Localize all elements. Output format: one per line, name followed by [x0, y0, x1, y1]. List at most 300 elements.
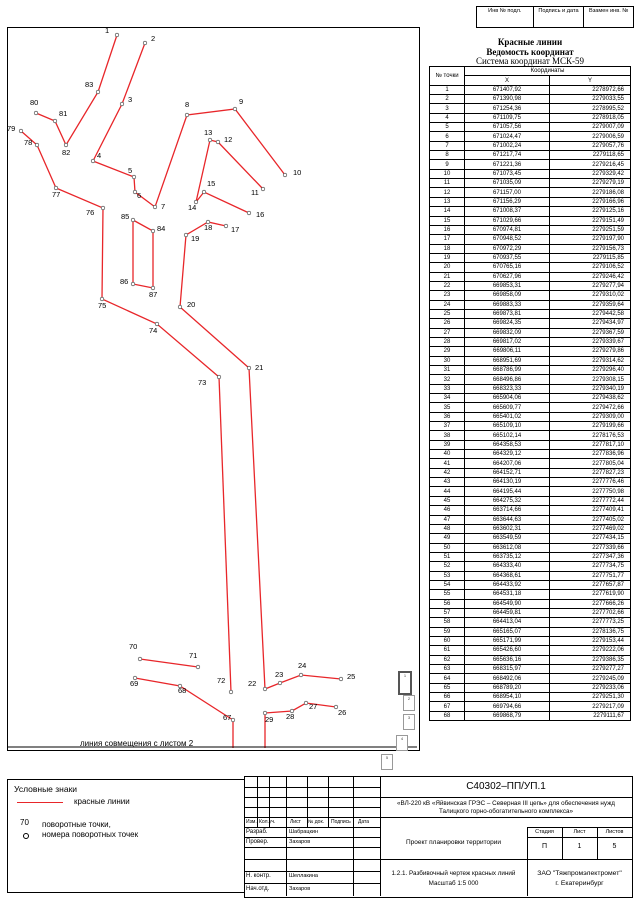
table-row — [430, 636, 631, 645]
y-coord-cell: 2277339,66 — [550, 543, 631, 552]
y-coord-cell: 2279166,96 — [550, 197, 631, 206]
y-coord-cell: 2279153,44 — [550, 636, 631, 645]
y-coord-cell: 2279245,09 — [550, 674, 631, 683]
point-number-cell: 40 — [430, 450, 465, 459]
y-coord-cell: 2277734,75 — [550, 562, 631, 571]
point-number-cell: 2 — [430, 95, 465, 104]
red-line-1 — [21, 131, 219, 377]
y-coord-cell: 2279006,59 — [550, 132, 631, 141]
company-name: ЗАО "Тяжпромэлектромет" — [537, 870, 622, 877]
point-label-2: 2 — [151, 34, 156, 43]
point-label-13: 13 — [204, 128, 213, 137]
x-coord-cell: 663549,59 — [465, 534, 550, 543]
table-row — [430, 683, 631, 692]
point-label-70: 70 — [129, 642, 138, 651]
table-row — [430, 366, 631, 375]
turning-point-80 — [34, 111, 38, 115]
x-coord-cell: 665401,02 — [465, 412, 550, 421]
table-row — [430, 95, 631, 104]
table-row — [430, 113, 631, 122]
turning-point-11 — [261, 187, 265, 191]
point-number-cell: 30 — [430, 356, 465, 365]
turning-point-15 — [202, 190, 206, 194]
red-line-9 — [249, 368, 341, 689]
point-label-75: 75 — [98, 301, 107, 310]
legend-title: Условные знаки — [14, 784, 78, 794]
point-number-cell: 60 — [430, 636, 465, 645]
point-label-16: 16 — [256, 210, 265, 219]
y-coord-cell: 2279279,86 — [550, 347, 631, 356]
x-coord-cell: 663644,63 — [465, 515, 550, 524]
x-coord-cell: 665904,06 — [465, 394, 550, 403]
x-coord-cell: 665426,60 — [465, 646, 550, 655]
point-label-20: 20 — [187, 300, 196, 309]
point-label-29: 29 — [265, 715, 274, 724]
turning-point-21 — [247, 366, 251, 370]
table-row — [430, 85, 631, 94]
x-coord-cell: 668954,10 — [465, 693, 550, 702]
table-row — [430, 216, 631, 225]
point-number-cell: 62 — [430, 655, 465, 664]
y-coord-cell: 2277666,26 — [550, 599, 631, 608]
name-head: Захаров — [289, 886, 311, 892]
point-label-87: 87 — [149, 290, 158, 299]
point-label-22: 22 — [248, 679, 257, 688]
y-coord-cell: 2278136,75 — [550, 627, 631, 636]
point-number-cell: 29 — [430, 347, 465, 356]
role-head: Нач.отд. — [246, 886, 270, 892]
y-coord-cell: 2277827,23 — [550, 468, 631, 477]
point-label-76: 76 — [86, 208, 95, 217]
y-coord-cell: 2279118,65 — [550, 151, 631, 160]
turning-point-4 — [91, 159, 95, 163]
col-date: Дата — [358, 819, 370, 825]
point-number-cell: 44 — [430, 487, 465, 496]
overview-sheet-1: 1 — [398, 671, 412, 695]
turning-point-78 — [35, 143, 39, 147]
x-coord-cell: 669806,11 — [465, 347, 550, 356]
y-coord-cell: 2277750,98 — [550, 487, 631, 496]
point-label-3: 3 — [128, 95, 133, 104]
table-row — [430, 506, 631, 515]
point-number-cell: 66 — [430, 693, 465, 702]
x-coord-cell: 668786,99 — [465, 366, 550, 375]
stage-label: Стадия — [535, 829, 554, 835]
turning-point-79 — [19, 129, 23, 133]
table-row — [430, 141, 631, 150]
x-coord-cell: 669853,31 — [465, 281, 550, 290]
point-number-cell: 54 — [430, 580, 465, 589]
point-number-cell: 48 — [430, 524, 465, 533]
table-row — [430, 487, 631, 496]
point-label-24: 24 — [298, 661, 307, 670]
y-coord-cell: 2279434,97 — [550, 319, 631, 328]
point-number-cell: 49 — [430, 534, 465, 543]
point-number-cell: 58 — [430, 618, 465, 627]
x-coord-cell: 671024,47 — [465, 132, 550, 141]
table-row — [430, 235, 631, 244]
table-row — [430, 225, 631, 234]
x-coord-cell: 665636,16 — [465, 655, 550, 664]
table-row — [430, 328, 631, 337]
legend-red-line-swatch — [17, 802, 63, 803]
y-coord-cell: 2279156,73 — [550, 244, 631, 253]
point-number-cell: 19 — [430, 253, 465, 262]
y-coord-cell: 2279359,64 — [550, 300, 631, 309]
turning-point-12 — [216, 140, 220, 144]
point-number-cell: 3 — [430, 104, 465, 113]
table-row — [430, 132, 631, 141]
turning-point-23 — [278, 681, 282, 685]
point-number-cell: 6 — [430, 132, 465, 141]
x-coord-cell: 671002,24 — [465, 141, 550, 150]
table-row — [430, 104, 631, 113]
y-coord-cell: 2277409,41 — [550, 506, 631, 515]
turning-point-85 — [131, 218, 135, 222]
y-coord-cell: 2279308,15 — [550, 375, 631, 384]
turning-point-19 — [184, 233, 188, 237]
y-coord-cell: 2279007,09 — [550, 123, 631, 132]
x-coord-cell: 668323,33 — [465, 384, 550, 393]
y-coord-cell: 2277836,96 — [550, 450, 631, 459]
point-label-10: 10 — [293, 168, 302, 177]
y-coord-cell: 2279442,58 — [550, 309, 631, 318]
table-row — [430, 263, 631, 272]
x-coord-cell: 668951,69 — [465, 356, 550, 365]
table-row — [430, 468, 631, 477]
y-coord-cell: 2279310,02 — [550, 291, 631, 300]
point-number-cell: 63 — [430, 665, 465, 674]
legend-points-line-2: номера поворотных точек — [42, 830, 139, 839]
y-coord-cell: 2279329,42 — [550, 169, 631, 178]
point-label-1: 1 — [105, 26, 110, 35]
legend-red-lines-label: красные линии — [74, 797, 130, 806]
drawing-name: 1.2.1. Разбивочный чертеж красных линий — [391, 870, 516, 877]
x-coord-cell: 664413,04 — [465, 618, 550, 627]
y-coord-cell: 2277657,87 — [550, 580, 631, 589]
turning-point-67 — [231, 718, 235, 722]
table-row — [430, 702, 631, 711]
y-coord-cell: 2279314,62 — [550, 356, 631, 365]
table-row — [430, 422, 631, 431]
point-label-72: 72 — [217, 676, 226, 685]
x-coord-cell: 671217,74 — [465, 151, 550, 160]
y-coord-cell: 2279197,90 — [550, 235, 631, 244]
table-row — [430, 319, 631, 328]
point-number-cell: 37 — [430, 422, 465, 431]
x-coord-cell: 671073,45 — [465, 169, 550, 178]
y-coord-cell: 2279309,00 — [550, 412, 631, 421]
point-number-cell: 65 — [430, 683, 465, 692]
x-coord-cell: 671109,75 — [465, 113, 550, 122]
turning-point-70 — [138, 657, 142, 661]
y-coord-cell: 2279277,27 — [550, 665, 631, 674]
point-number-cell: 8 — [430, 151, 465, 160]
role-dev: Разраб. — [246, 829, 268, 835]
point-label-23: 23 — [275, 670, 284, 679]
point-label-6: 6 — [137, 191, 142, 200]
seam-label: линия совмещения с листом 2 — [80, 739, 194, 748]
table-row — [430, 207, 631, 216]
table-row — [430, 347, 631, 356]
point-number-cell: 41 — [430, 459, 465, 468]
turning-point-71 — [196, 665, 200, 669]
legend-point-circle-icon — [23, 833, 29, 839]
y-coord-cell: 2277805,04 — [550, 459, 631, 468]
x-coord-cell: 669883,33 — [465, 300, 550, 309]
x-coord-cell: 669858,09 — [465, 291, 550, 300]
red-line-8 — [219, 377, 231, 692]
turning-point-83 — [96, 90, 100, 94]
point-number-cell: 13 — [430, 197, 465, 206]
coord-title-block — [430, 38, 630, 67]
turning-point-5 — [132, 175, 136, 179]
table-row — [430, 599, 631, 608]
point-number-cell: 56 — [430, 599, 465, 608]
x-coord-cell: 668492,06 — [465, 674, 550, 683]
title-block — [244, 776, 633, 898]
point-label-69: 69 — [130, 679, 139, 688]
point-label-68: 68 — [178, 686, 187, 695]
y-coord-cell: 2277772,44 — [550, 496, 631, 505]
point-number-cell: 51 — [430, 552, 465, 561]
y-coord-cell: 2279472,66 — [550, 403, 631, 412]
stamp-sign-date: Подпись и дата — [534, 7, 585, 27]
table-row — [430, 160, 631, 169]
col-sign: Подпись — [331, 819, 351, 825]
point-number-cell: 46 — [430, 506, 465, 515]
point-label-73: 73 — [198, 378, 207, 387]
col-coords: Координаты — [465, 67, 631, 76]
y-coord-cell: 2279296,40 — [550, 366, 631, 375]
point-number-cell: 43 — [430, 478, 465, 487]
table-row — [430, 496, 631, 505]
turning-point-9 — [233, 107, 237, 111]
table-row — [430, 571, 631, 580]
y-coord-cell: 2277773,25 — [550, 618, 631, 627]
table-row — [430, 337, 631, 346]
overview-sheet-4: 4 — [396, 735, 408, 751]
table-row — [430, 188, 631, 197]
y-coord-cell: 2278972,66 — [550, 85, 631, 94]
point-number-cell: 67 — [430, 702, 465, 711]
y-coord-cell: 2279111,67 — [550, 711, 631, 720]
y-coord-cell: 2279217,09 — [550, 702, 631, 711]
point-number-cell: 61 — [430, 646, 465, 655]
x-coord-cell: 670627,96 — [465, 272, 550, 281]
turning-point-24 — [299, 673, 303, 677]
x-coord-cell: 665609,77 — [465, 403, 550, 412]
turning-point-84 — [151, 229, 155, 233]
y-coord-cell: 2279279,19 — [550, 179, 631, 188]
table-row — [430, 450, 631, 459]
x-coord-cell: 664152,71 — [465, 468, 550, 477]
red-line-4 — [180, 222, 249, 368]
point-number-cell: 11 — [430, 179, 465, 188]
y-coord-cell: 2279033,55 — [550, 95, 631, 104]
point-number-cell: 21 — [430, 272, 465, 281]
x-coord-cell: 664368,61 — [465, 571, 550, 580]
point-number-cell: 39 — [430, 440, 465, 449]
table-row — [430, 655, 631, 664]
x-coord-cell: 665109,10 — [465, 422, 550, 431]
x-coord-cell: 668496,86 — [465, 375, 550, 384]
col-doc: № док. — [308, 819, 325, 825]
y-coord-cell: 2279251,59 — [550, 225, 631, 234]
project-name: «ВЛ-220 кВ «Яйвинская ГРЭС – Северная III цепь» для обеспечения нужд — [397, 800, 615, 807]
x-coord-cell: 669824,35 — [465, 319, 550, 328]
x-coord-cell: 671221,36 — [465, 160, 550, 169]
red-line-3 — [196, 140, 263, 213]
role-check: Провер. — [246, 839, 269, 845]
point-number-cell: 57 — [430, 608, 465, 617]
turning-point-81 — [53, 119, 57, 123]
x-coord-cell: 670937,55 — [465, 253, 550, 262]
point-number-cell: 5 — [430, 123, 465, 132]
x-coord-cell: 664358,53 — [465, 440, 550, 449]
point-label-15: 15 — [207, 179, 216, 188]
point-number-cell: 50 — [430, 543, 465, 552]
point-number-cell: 45 — [430, 496, 465, 505]
legend — [7, 779, 245, 893]
point-label-83: 83 — [85, 80, 94, 89]
point-label-84: 84 — [157, 224, 166, 233]
point-number-cell: 36 — [430, 412, 465, 421]
x-coord-cell: 664333,40 — [465, 562, 550, 571]
x-coord-cell: 671057,56 — [465, 123, 550, 132]
x-coord-cell: 664329,12 — [465, 450, 550, 459]
turning-point-10 — [283, 173, 287, 177]
y-coord-cell: 2279438,62 — [550, 394, 631, 403]
x-coord-cell: 664207,06 — [465, 459, 550, 468]
table-row — [430, 515, 631, 524]
table-row — [430, 309, 631, 318]
point-number-cell: 15 — [430, 216, 465, 225]
overview-sheet-5: 5 — [381, 754, 393, 770]
x-coord-cell: 663735,12 — [465, 552, 550, 561]
coordinates-table — [429, 66, 631, 721]
point-number-cell: 7 — [430, 141, 465, 150]
col-izm: Изм. — [246, 819, 257, 825]
y-coord-cell: 2277469,02 — [550, 524, 631, 533]
point-number-cell: 24 — [430, 300, 465, 309]
x-coord-cell: 670974,81 — [465, 225, 550, 234]
table-row — [430, 478, 631, 487]
point-label-18: 18 — [204, 223, 213, 232]
table-row — [430, 562, 631, 571]
table-row — [430, 552, 631, 561]
table-row — [430, 534, 631, 543]
table-row — [430, 627, 631, 636]
point-number-cell: 32 — [430, 375, 465, 384]
point-label-12: 12 — [224, 135, 233, 144]
point-number-cell: 47 — [430, 515, 465, 524]
scale: Масштаб 1:5 000 — [428, 880, 479, 887]
table-row — [430, 608, 631, 617]
point-label-77: 77 — [52, 190, 61, 199]
turning-points — [19, 33, 343, 722]
table-row — [430, 394, 631, 403]
x-coord-cell: 671156,29 — [465, 197, 550, 206]
point-number-cell: 10 — [430, 169, 465, 178]
point-number-cell: 1 — [430, 85, 465, 94]
point-number-cell: 4 — [430, 113, 465, 122]
x-coord-cell: 664275,32 — [465, 496, 550, 505]
table-row — [430, 384, 631, 393]
coord-subtitle: Ведомость координат — [486, 46, 574, 57]
project-name-2: Талицкого горно-обогатительного комплекса» — [438, 808, 574, 815]
point-number-cell: 16 — [430, 225, 465, 234]
turning-point-1 — [115, 33, 119, 37]
x-coord-cell: 664195,44 — [465, 487, 550, 496]
x-coord-cell: 668789,20 — [465, 683, 550, 692]
x-coord-cell: 665171,99 — [465, 636, 550, 645]
point-number-cell: 35 — [430, 403, 465, 412]
legend-points-label — [42, 820, 138, 840]
stage-value: П — [541, 843, 548, 850]
sheets-label: Листов — [605, 829, 624, 835]
x-coord-cell: 671407,92 — [465, 85, 550, 94]
point-number-cell: 27 — [430, 328, 465, 337]
role-nkontr: Н. контр. — [246, 873, 271, 879]
table-row — [430, 543, 631, 552]
y-coord-cell: 2277434,15 — [550, 534, 631, 543]
point-label-78: 78 — [24, 138, 33, 147]
y-coord-cell: 2279057,76 — [550, 141, 631, 150]
x-coord-cell: 670972,29 — [465, 244, 550, 253]
y-coord-cell: 2279246,42 — [550, 272, 631, 281]
table-row — [430, 179, 631, 188]
x-coord-cell: 668315,97 — [465, 665, 550, 674]
y-coord-cell: 2277817,10 — [550, 440, 631, 449]
x-coord-cell: 665102,14 — [465, 431, 550, 440]
x-coord-cell: 671008,37 — [465, 207, 550, 216]
y-coord-cell: 2278176,53 — [550, 431, 631, 440]
x-coord-cell: 665165,07 — [465, 627, 550, 636]
point-label-11: 11 — [251, 188, 259, 197]
turning-point-25 — [339, 677, 343, 681]
x-coord-cell: 664433,92 — [465, 580, 550, 589]
table-row — [430, 646, 631, 655]
col-point: № точки — [430, 67, 465, 86]
x-coord-cell: 669873,81 — [465, 309, 550, 318]
y-coord-cell: 2279233,06 — [550, 683, 631, 692]
coord-title: Красные линии — [497, 37, 563, 47]
point-label-17: 17 — [231, 225, 240, 234]
turning-point-73 — [217, 375, 221, 379]
turning-point-7 — [153, 205, 157, 209]
point-number-cell: 9 — [430, 160, 465, 169]
point-number-cell: 55 — [430, 590, 465, 599]
x-coord-cell: 664459,81 — [465, 608, 550, 617]
y-coord-cell: 2279251,30 — [550, 693, 631, 702]
point-label-4: 4 — [97, 151, 102, 160]
point-label-25: 25 — [347, 672, 356, 681]
x-coord-cell: 669832,09 — [465, 328, 550, 337]
table-row — [430, 412, 631, 421]
legend-example-number: 70 — [20, 818, 29, 827]
x-coord-cell: 663602,31 — [465, 524, 550, 533]
point-number-cell: 34 — [430, 394, 465, 403]
turning-point-86 — [131, 282, 135, 286]
x-coord-cell: 670948,52 — [465, 235, 550, 244]
table-row — [430, 618, 631, 627]
x-coord-cell: 671254,36 — [465, 104, 550, 113]
point-label-79: 79 — [7, 124, 16, 133]
table-row — [430, 123, 631, 132]
point-number-cell: 42 — [430, 468, 465, 477]
y-coord-cell: 2278995,52 — [550, 104, 631, 113]
